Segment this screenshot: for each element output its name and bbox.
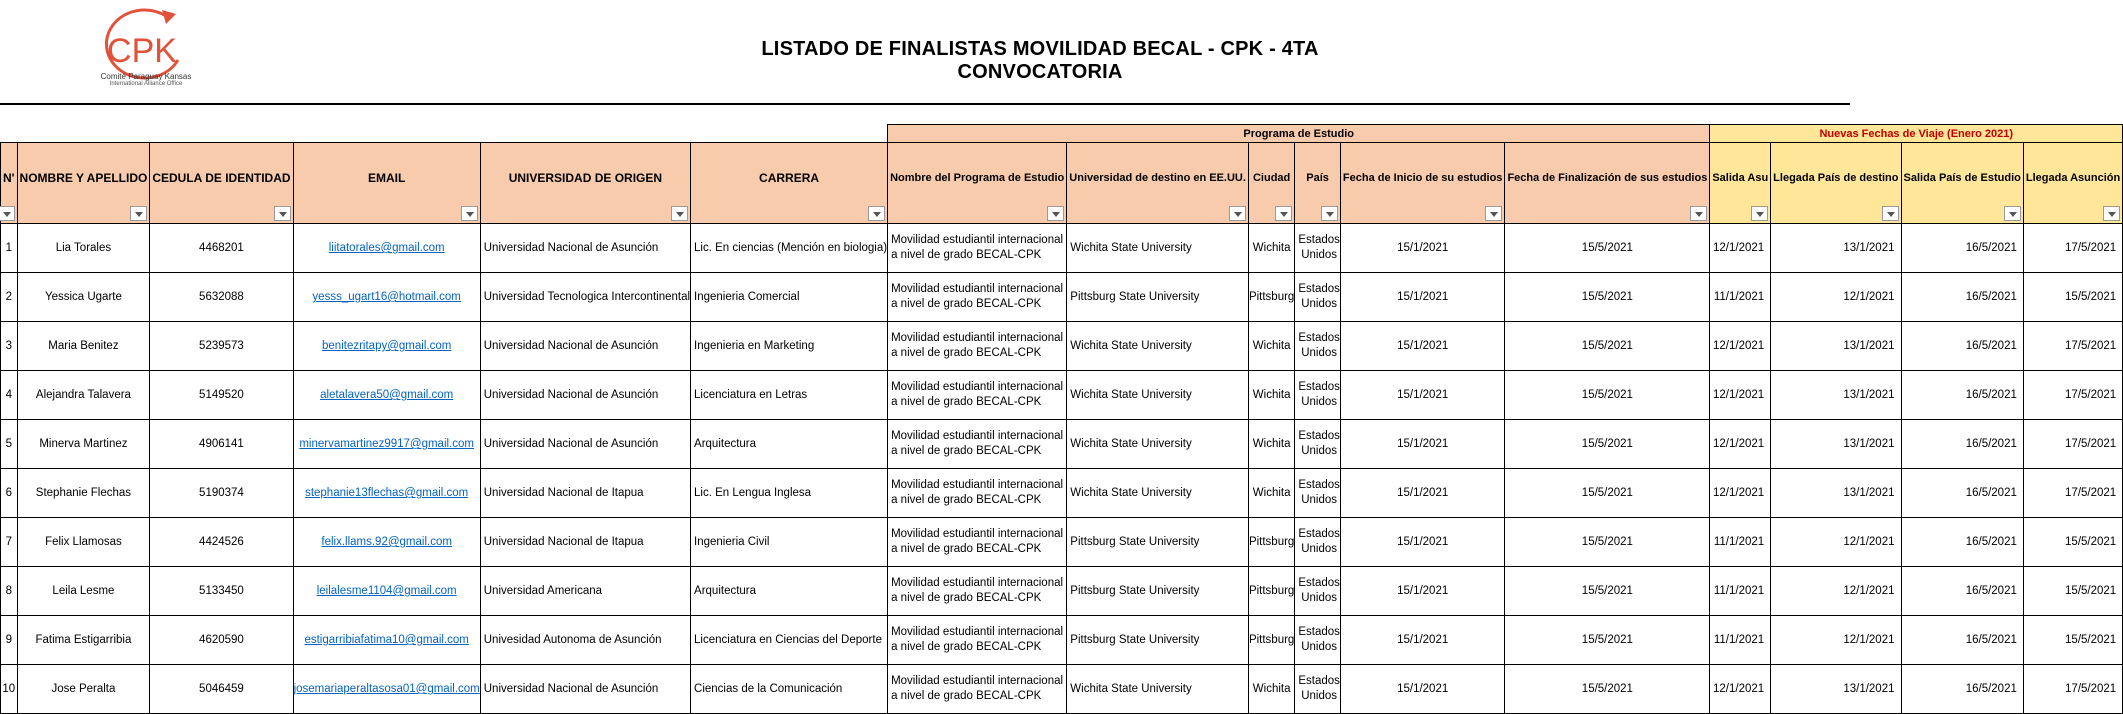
- cell-city[interactable]: Wichita: [1248, 322, 1294, 371]
- cell-uni-dest[interactable]: Pittsburg State University: [1067, 567, 1249, 616]
- cell-arr-asu[interactable]: 17/5/2021: [2023, 665, 2122, 714]
- cell-email[interactable]: stephanie13flechas@gmail.com: [293, 469, 480, 518]
- cell-name[interactable]: Lia Torales: [17, 224, 150, 273]
- filter-dropdown-icon[interactable]: [1485, 206, 1502, 221]
- cell-country[interactable]: Estados Unidos: [1295, 616, 1341, 665]
- page-title: LISTADO DE FINALISTAS MOVILIDAD BECAL - CPK - 4TA CONVOCATORIA: [761, 38, 1319, 83]
- cell-uni-dest[interactable]: Wichita State University: [1067, 469, 1249, 518]
- cell-dep-study[interactable]: 16/5/2021: [1901, 273, 2023, 322]
- cell-career[interactable]: Ingenieria en Marketing: [691, 322, 888, 371]
- cell-id[interactable]: 4424526: [150, 518, 293, 567]
- cell-num: 8: [1, 567, 18, 616]
- cell-uni-origin[interactable]: Univesidad Autonoma de Asunción: [480, 616, 690, 665]
- cell-career[interactable]: Arquitectura: [691, 420, 888, 469]
- cell-city[interactable]: Wichita: [1248, 371, 1294, 420]
- cell-program[interactable]: Movilidad estudiantil internacional a nivel de grado BECAL-CPK: [888, 273, 1067, 322]
- cell-start[interactable]: 15/1/2021: [1340, 469, 1505, 518]
- cell-num: 7: [1, 518, 18, 567]
- col-header-country: País: [1295, 143, 1341, 224]
- filter-dropdown-icon[interactable]: [461, 206, 478, 221]
- cell-uni-origin[interactable]: Universidad Tecnologica Intercontinental: [480, 273, 690, 322]
- cell-start[interactable]: 15/1/2021: [1340, 616, 1505, 665]
- cell-num: 5: [1, 420, 18, 469]
- cell-country[interactable]: Estados Unidos: [1295, 665, 1341, 714]
- cell-uni-origin[interactable]: Universidad Americana: [480, 567, 690, 616]
- cell-uni-dest[interactable]: Wichita State University: [1067, 665, 1249, 714]
- cell-start[interactable]: 15/1/2021: [1340, 371, 1505, 420]
- cell-country[interactable]: Estados Unidos: [1295, 371, 1341, 420]
- cell-dep-study[interactable]: 16/5/2021: [1901, 371, 2023, 420]
- cell-career[interactable]: Licenciatura en Ciencias del Deporte: [691, 616, 888, 665]
- cell-country[interactable]: Estados Unidos: [1295, 322, 1341, 371]
- table-row: [1, 420, 2123, 469]
- col-header-dep-study: Salida País de Estudio: [1901, 143, 2023, 224]
- cell-arr-dest[interactable]: 12/1/2021: [1771, 518, 1901, 567]
- cell-name[interactable]: Jose Peralta: [17, 665, 150, 714]
- sheet-header: [0, 0, 1850, 104]
- cell-start[interactable]: 15/1/2021: [1340, 322, 1505, 371]
- finalists-table: [0, 124, 2123, 714]
- col-header-uni-origin: UNIVERSIDAD DE ORIGEN: [480, 143, 690, 224]
- header-divider: [0, 103, 1850, 105]
- cell-dep-study[interactable]: 16/5/2021: [1901, 420, 2023, 469]
- cell-program[interactable]: Movilidad estudiantil internacional a nivel de grado BECAL-CPK: [888, 518, 1067, 567]
- cell-id[interactable]: 4620590: [150, 616, 293, 665]
- cell-name[interactable]: Maria Benitez: [17, 322, 150, 371]
- cell-num: 4: [1, 371, 18, 420]
- logo-tagline: International Alliance Office: [109, 81, 183, 87]
- cell-arr-dest[interactable]: 13/1/2021: [1771, 322, 1901, 371]
- cell-num: 9: [1, 616, 18, 665]
- col-header-career: CARRERA: [691, 143, 888, 224]
- cell-arr-asu[interactable]: 17/5/2021: [2023, 371, 2122, 420]
- cell-program[interactable]: Movilidad estudiantil internacional a nivel de grado BECAL-CPK: [888, 371, 1067, 420]
- filter-dropdown-icon[interactable]: [671, 206, 688, 221]
- cell-email[interactable]: josemariaperaltasosa01@gmail.com: [293, 665, 480, 714]
- cell-country[interactable]: Estados Unidos: [1295, 420, 1341, 469]
- cell-end[interactable]: 15/5/2021: [1505, 469, 1710, 518]
- cell-city[interactable]: Wichita: [1248, 224, 1294, 273]
- cell-id[interactable]: 5046459: [150, 665, 293, 714]
- cell-career[interactable]: Lic. En ciencias (Mención en biologia): [691, 224, 888, 273]
- cell-city[interactable]: Wichita: [1248, 665, 1294, 714]
- cell-email[interactable]: benitezritapy@gmail.com: [293, 322, 480, 371]
- filter-dropdown-icon[interactable]: [1690, 206, 1707, 221]
- filter-dropdown-icon[interactable]: [1047, 206, 1064, 221]
- cell-num: 6: [1, 469, 18, 518]
- cell-arr-asu[interactable]: 17/5/2021: [2023, 224, 2122, 273]
- cell-city[interactable]: Pittsburg: [1248, 273, 1294, 322]
- cell-dep-asu[interactable]: 12/1/2021: [1710, 224, 1771, 273]
- cell-id[interactable]: 5632088: [150, 273, 293, 322]
- filter-dropdown-icon[interactable]: [1229, 206, 1246, 221]
- cell-end[interactable]: 15/5/2021: [1505, 273, 1710, 322]
- cell-dep-study[interactable]: 16/5/2021: [1901, 322, 2023, 371]
- cell-id[interactable]: 5133450: [150, 567, 293, 616]
- program-group-header: Programa de Estudio: [888, 125, 1710, 143]
- cell-city[interactable]: Pittsburg: [1248, 567, 1294, 616]
- cell-dep-asu[interactable]: 12/1/2021: [1710, 665, 1771, 714]
- cell-end[interactable]: 15/5/2021: [1505, 322, 1710, 371]
- col-header-dep-asu: Salida Asu: [1710, 143, 1771, 224]
- col-header-city: Ciudad: [1248, 143, 1294, 224]
- cell-email[interactable]: yesss_ugart16@hotmail.com: [293, 273, 480, 322]
- table-row: [1, 224, 2123, 273]
- cell-arr-dest[interactable]: 13/1/2021: [1771, 371, 1901, 420]
- cell-end[interactable]: 15/5/2021: [1505, 665, 1710, 714]
- cell-end[interactable]: 15/5/2021: [1505, 224, 1710, 273]
- cell-program[interactable]: Movilidad estudiantil internacional a nivel de grado BECAL-CPK: [888, 322, 1067, 371]
- filter-dropdown-icon[interactable]: [2004, 206, 2021, 221]
- table-row: [1, 322, 2123, 371]
- cell-id[interactable]: 5239573: [150, 322, 293, 371]
- cell-dep-asu[interactable]: 12/1/2021: [1710, 322, 1771, 371]
- logo-org-name: Comité Paraguay Kansas: [100, 72, 192, 81]
- cell-start[interactable]: 15/1/2021: [1340, 567, 1505, 616]
- cell-career[interactable]: Ingenieria Comercial: [691, 273, 888, 322]
- cell-email[interactable]: leilalesme1104@gmail.com: [293, 567, 480, 616]
- cell-city[interactable]: Wichita: [1248, 420, 1294, 469]
- cell-country[interactable]: Estados Unidos: [1295, 518, 1341, 567]
- cell-name[interactable]: Stephanie Flechas: [17, 469, 150, 518]
- cell-career[interactable]: Lic. En Lengua Inglesa: [691, 469, 888, 518]
- cell-id[interactable]: 5190374: [150, 469, 293, 518]
- cell-uni-dest[interactable]: Wichita State University: [1067, 420, 1249, 469]
- filter-dropdown-icon[interactable]: [868, 206, 885, 221]
- cell-career[interactable]: Ciencias de la Comunicación: [691, 665, 888, 714]
- table-row: [1, 371, 2123, 420]
- cell-uni-dest[interactable]: Pittsburg State University: [1067, 616, 1249, 665]
- cell-uni-dest[interactable]: Wichita State University: [1067, 224, 1249, 273]
- cell-num: 2: [1, 273, 18, 322]
- table-row: [1, 567, 2123, 616]
- cell-dep-study[interactable]: 16/5/2021: [1901, 224, 2023, 273]
- cell-dep-asu[interactable]: 12/1/2021: [1710, 469, 1771, 518]
- cell-num: 3: [1, 322, 18, 371]
- cell-arr-asu[interactable]: 15/5/2021: [2023, 273, 2122, 322]
- group-header-row: [1, 125, 2123, 143]
- cell-name[interactable]: Alejandra Talavera: [17, 371, 150, 420]
- cell-dep-asu[interactable]: 12/1/2021: [1710, 420, 1771, 469]
- cell-dep-study[interactable]: 16/5/2021: [1901, 665, 2023, 714]
- cell-start[interactable]: 15/1/2021: [1340, 224, 1505, 273]
- col-header-start: Fecha de Inicio de su estudios: [1340, 143, 1505, 224]
- cell-num: 1: [1, 224, 18, 273]
- cell-end[interactable]: 15/5/2021: [1505, 567, 1710, 616]
- filter-dropdown-icon[interactable]: [1751, 206, 1768, 221]
- cell-country[interactable]: Estados Unidos: [1295, 567, 1341, 616]
- cell-email[interactable]: aletalavera50@gmail.com: [293, 371, 480, 420]
- cell-name[interactable]: Felix Llamosas: [17, 518, 150, 567]
- cell-name[interactable]: Leila Lesme: [17, 567, 150, 616]
- filter-dropdown-icon[interactable]: [1882, 206, 1899, 221]
- travel-group-header: Nuevas Fechas de Viaje (Enero 2021): [1710, 125, 2123, 143]
- cell-arr-dest[interactable]: 13/1/2021: [1771, 420, 1901, 469]
- table-body: [1, 224, 2123, 714]
- cell-dep-asu[interactable]: 12/1/2021: [1710, 371, 1771, 420]
- cell-program[interactable]: Movilidad estudiantil internacional a nivel de grado BECAL-CPK: [888, 616, 1067, 665]
- cell-uni-origin[interactable]: Universidad Nacional de Itapua: [480, 518, 690, 567]
- cell-name[interactable]: Minerva Martinez: [17, 420, 150, 469]
- cell-uni-dest[interactable]: Wichita State University: [1067, 322, 1249, 371]
- cell-arr-dest[interactable]: 13/1/2021: [1771, 469, 1901, 518]
- cell-uni-dest[interactable]: Wichita State University: [1067, 371, 1249, 420]
- col-header-id: CEDULA DE IDENTIDAD: [150, 143, 293, 224]
- table-row: [1, 616, 2123, 665]
- cell-id[interactable]: 4468201: [150, 224, 293, 273]
- cell-uni-origin[interactable]: Universidad Nacional de Itapua: [480, 469, 690, 518]
- table-row: [1, 469, 2123, 518]
- cell-dep-study[interactable]: 16/5/2021: [1901, 567, 2023, 616]
- cell-arr-dest[interactable]: 12/1/2021: [1771, 616, 1901, 665]
- col-header-name: NOMBRE Y APELLIDO: [17, 143, 150, 224]
- cell-country[interactable]: Estados Unidos: [1295, 469, 1341, 518]
- cell-dep-study[interactable]: 16/5/2021: [1901, 616, 2023, 665]
- cell-career[interactable]: Arquitectura: [691, 567, 888, 616]
- col-header-arr-asu: Llegada Asunción: [2023, 143, 2122, 224]
- cell-arr-asu[interactable]: 15/5/2021: [2023, 616, 2122, 665]
- filter-dropdown-icon[interactable]: [274, 206, 291, 221]
- filter-dropdown-icon[interactable]: [2103, 206, 2120, 221]
- cell-country[interactable]: Estados Unidos: [1295, 224, 1341, 273]
- cell-uni-origin[interactable]: Universidad Nacional de Asunción: [480, 224, 690, 273]
- col-header-program: Nombre del Programa de Estudio: [888, 143, 1067, 224]
- cell-end[interactable]: 15/5/2021: [1505, 518, 1710, 567]
- cell-end[interactable]: 15/5/2021: [1505, 616, 1710, 665]
- cell-career[interactable]: Ingenieria Civil: [691, 518, 888, 567]
- cell-email[interactable]: minervamartinez9917@gmail.com: [293, 420, 480, 469]
- col-header-uni-dest: Universidad de destino en EE.UU.: [1067, 143, 1249, 224]
- cell-country[interactable]: Estados Unidos: [1295, 273, 1341, 322]
- cell-name[interactable]: Fatima Estigarribia: [17, 616, 150, 665]
- filter-dropdown-icon[interactable]: [1321, 206, 1338, 221]
- cell-uni-origin[interactable]: Universidad Nacional de Asunción: [480, 371, 690, 420]
- cell-id[interactable]: 5149520: [150, 371, 293, 420]
- cell-city[interactable]: Pittsburg: [1248, 616, 1294, 665]
- logo-letters: CPK: [107, 32, 177, 70]
- cell-arr-asu[interactable]: 17/5/2021: [2023, 469, 2122, 518]
- cell-arr-dest[interactable]: 12/1/2021: [1771, 567, 1901, 616]
- cell-start[interactable]: 15/1/2021: [1340, 518, 1505, 567]
- cell-program[interactable]: Movilidad estudiantil internacional a nivel de grado BECAL-CPK: [888, 420, 1067, 469]
- column-header-row: [1, 143, 2123, 224]
- cell-arr-dest[interactable]: 12/1/2021: [1771, 273, 1901, 322]
- col-header-email: EMAIL: [293, 143, 480, 224]
- cell-program[interactable]: Movilidad estudiantil internacional a nivel de grado BECAL-CPK: [888, 665, 1067, 714]
- cell-uni-dest[interactable]: Pittsburg State University: [1067, 518, 1249, 567]
- cell-arr-dest[interactable]: 13/1/2021: [1771, 224, 1901, 273]
- filter-dropdown-icon[interactable]: [1275, 206, 1292, 221]
- cell-program[interactable]: Movilidad estudiantil internacional a nivel de grado BECAL-CPK: [888, 567, 1067, 616]
- col-header-num: N': [1, 143, 18, 224]
- cell-uni-origin[interactable]: Universidad Nacional de Asunción: [480, 665, 690, 714]
- filter-dropdown-icon[interactable]: [0, 206, 15, 221]
- cell-uni-origin[interactable]: Universidad Nacional de Asunción: [480, 322, 690, 371]
- table-row: [1, 518, 2123, 567]
- cell-program[interactable]: Movilidad estudiantil internacional a nivel de grado BECAL-CPK: [888, 224, 1067, 273]
- filter-dropdown-icon[interactable]: [130, 206, 147, 221]
- cell-email[interactable]: estigarribiafatima10@gmail.com: [293, 616, 480, 665]
- cell-uni-dest[interactable]: Pittsburg State University: [1067, 273, 1249, 322]
- cell-email[interactable]: liitatorales@gmail.com: [293, 224, 480, 273]
- cell-start[interactable]: 15/1/2021: [1340, 420, 1505, 469]
- cell-dep-study[interactable]: 16/5/2021: [1901, 469, 2023, 518]
- cell-email[interactable]: felix.llams.92@gmail.com: [293, 518, 480, 567]
- cell-arr-asu[interactable]: 15/5/2021: [2023, 518, 2122, 567]
- cell-arr-dest[interactable]: 13/1/2021: [1771, 665, 1901, 714]
- cell-id[interactable]: 4906141: [150, 420, 293, 469]
- cell-end[interactable]: 15/5/2021: [1505, 371, 1710, 420]
- cell-end[interactable]: 15/5/2021: [1505, 420, 1710, 469]
- table-row: [1, 273, 2123, 322]
- table-row: [1, 665, 2123, 714]
- col-header-arr-dest: Llegada País de destino: [1771, 143, 1901, 224]
- cell-arr-asu[interactable]: 17/5/2021: [2023, 322, 2122, 371]
- cell-career[interactable]: Licenciatura en Letras: [691, 371, 888, 420]
- cell-uni-origin[interactable]: Universidad Nacional de Asunción: [480, 420, 690, 469]
- cell-name[interactable]: Yessica Ugarte: [17, 273, 150, 322]
- cell-dep-asu[interactable]: 11/1/2021: [1710, 273, 1771, 322]
- cell-city[interactable]: Wichita: [1248, 469, 1294, 518]
- cell-arr-asu[interactable]: 17/5/2021: [2023, 420, 2122, 469]
- cell-dep-asu[interactable]: 11/1/2021: [1710, 518, 1771, 567]
- cell-dep-study[interactable]: 16/5/2021: [1901, 518, 2023, 567]
- cell-arr-asu[interactable]: 15/5/2021: [2023, 567, 2122, 616]
- cell-dep-asu[interactable]: 11/1/2021: [1710, 616, 1771, 665]
- cell-program[interactable]: Movilidad estudiantil internacional a nivel de grado BECAL-CPK: [888, 469, 1067, 518]
- cell-city[interactable]: Pittsburg: [1248, 518, 1294, 567]
- cell-start[interactable]: 15/1/2021: [1340, 273, 1505, 322]
- col-header-end: Fecha de Finalización de sus estudios: [1505, 143, 1710, 224]
- logo-caption: [92, 72, 200, 87]
- cell-dep-asu[interactable]: 11/1/2021: [1710, 567, 1771, 616]
- cell-num: 10: [1, 665, 18, 714]
- cell-start[interactable]: 15/1/2021: [1340, 665, 1505, 714]
